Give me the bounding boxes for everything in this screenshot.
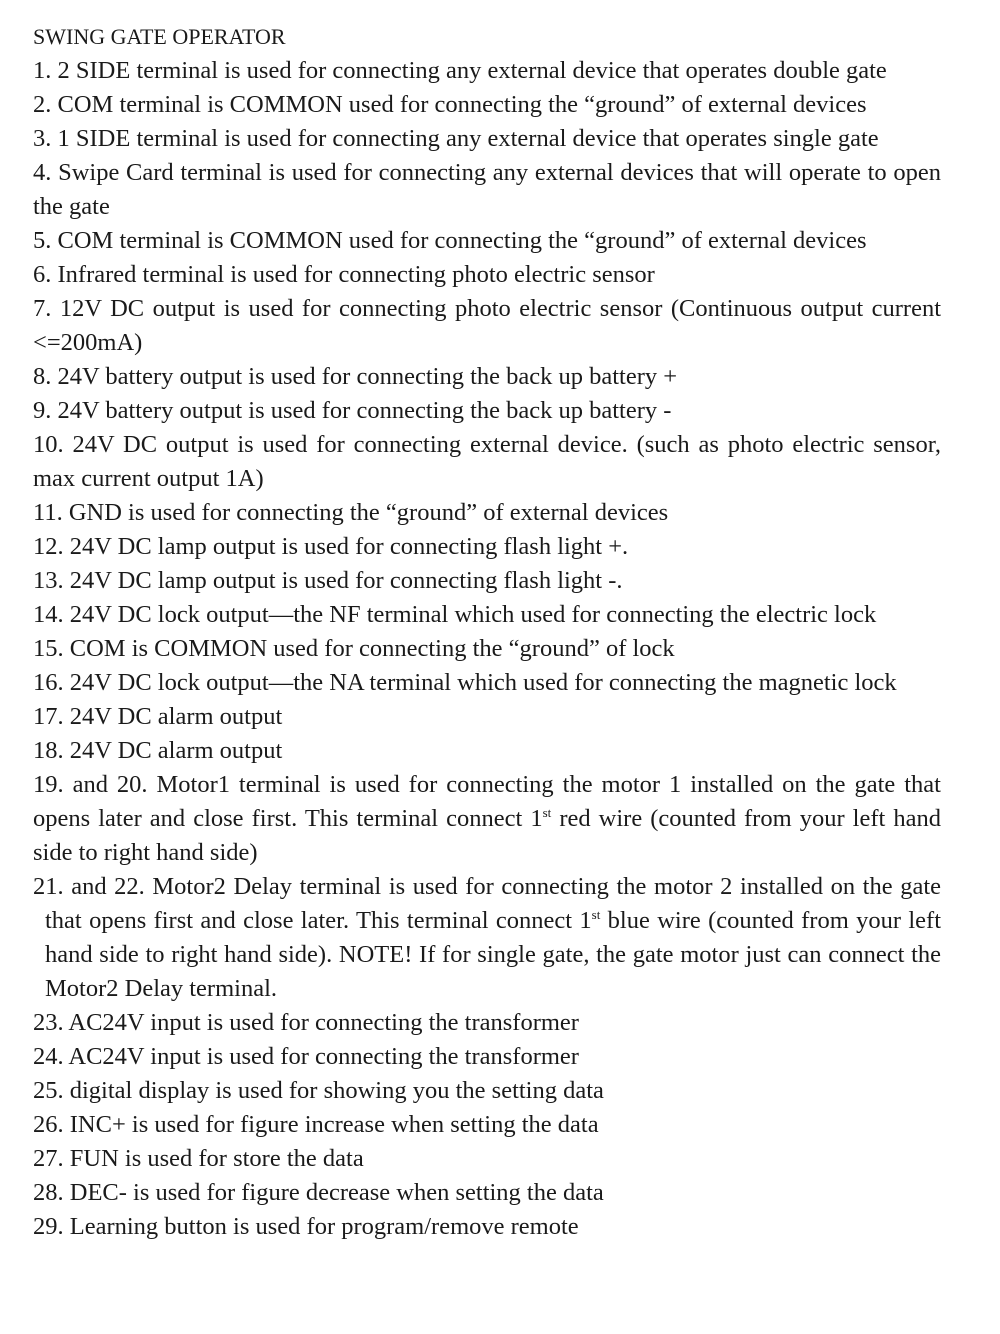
document-title: SWING GATE OPERATOR — [33, 24, 286, 49]
list-item-28: 28. DEC- is used for figure decrease when setting the data — [33, 1179, 604, 1206]
list-item-14: 14. 24V DC lock output—the NF terminal which used for connecting the electric lock — [33, 601, 877, 628]
ordinal-suffix: st — [591, 907, 601, 922]
list-item-21-22 — [33, 870, 941, 1006]
list-item-15: 15. COM is COMMON used for connecting the “ground” of lock — [33, 635, 675, 662]
list-item-29: 29. Learning button is used for program/remove remote — [33, 1213, 579, 1240]
list-item-27: 27. FUN is used for store the data — [33, 1145, 364, 1172]
list-item-17: 17. 24V DC alarm output — [33, 703, 283, 730]
terminal-list — [33, 54, 941, 1244]
list-item-4: 4. Swipe Card terminal is used for connecting any external devices that will operate to open the gate — [33, 159, 941, 220]
list-item-21-22-text-end: blue wire (counted from your left hand side to right hand side). NOTE! If for single gate, the gate motor just can connect the Motor2 Delay terminal. — [45, 907, 941, 1002]
list-item-21-22-text-start: 21. and 22. Motor2 Delay terminal is used for connecting the motor 2 installed on the gate that opens first and close later. This terminal connect 1 — [33, 873, 941, 934]
list-item-19-20 — [33, 768, 941, 870]
list-item-5: 5. COM terminal is COMMON used for connecting the “ground” of external devices — [33, 227, 867, 254]
list-item-16: 16. 24V DC lock output—the NA terminal which used for connecting the magnetic lock — [33, 669, 897, 696]
list-item-24: 24. AC24V input is used for connecting the transformer — [33, 1043, 579, 1070]
list-item-6: 6. Infrared terminal is used for connecting photo electric sensor — [33, 261, 655, 288]
list-item-3: 3. 1 SIDE terminal is used for connecting any external device that operates single gate — [33, 125, 879, 152]
list-item-8: 8. 24V battery output is used for connecting the back up battery + — [33, 363, 678, 390]
list-item-19-20-text-end: red wire (counted from your left hand side to right hand side) — [33, 805, 941, 866]
list-item-18: 18. 24V DC alarm output — [33, 737, 283, 764]
list-item-11: 11. GND is used for connecting the “ground” of external devices — [33, 499, 669, 526]
list-item-26: 26. INC+ is used for figure increase when setting the data — [33, 1111, 599, 1138]
list-item-23: 23. AC24V input is used for connecting the transformer — [33, 1009, 579, 1036]
list-item-10: 10. 24V DC output is used for connecting external device. (such as photo electric sensor, max current output 1A) — [33, 431, 941, 492]
list-item-25: 25. digital display is used for showing you the setting data — [33, 1077, 604, 1104]
list-item-7: 7. 12V DC output is used for connecting photo electric sensor (Continuous output current <=200mA) — [33, 295, 941, 356]
list-item-9: 9. 24V battery output is used for connecting the back up battery - — [33, 397, 672, 424]
list-item-2: 2. COM terminal is COMMON used for connecting the “ground” of external devices — [33, 91, 867, 118]
list-item-13: 13. 24V DC lamp output is used for connecting flash light -. — [33, 567, 623, 594]
list-item-1: 1. 2 SIDE terminal is used for connecting any external device that operates double gate — [33, 57, 887, 84]
list-item-19-20-text-start: 19. and 20. Motor1 terminal is used for connecting the motor 1 installed on the gate that opens later and close first. This terminal connect 1 — [33, 771, 941, 832]
list-item-12: 12. 24V DC lamp output is used for connecting flash light +. — [33, 533, 629, 560]
ordinal-suffix: st — [542, 805, 552, 820]
